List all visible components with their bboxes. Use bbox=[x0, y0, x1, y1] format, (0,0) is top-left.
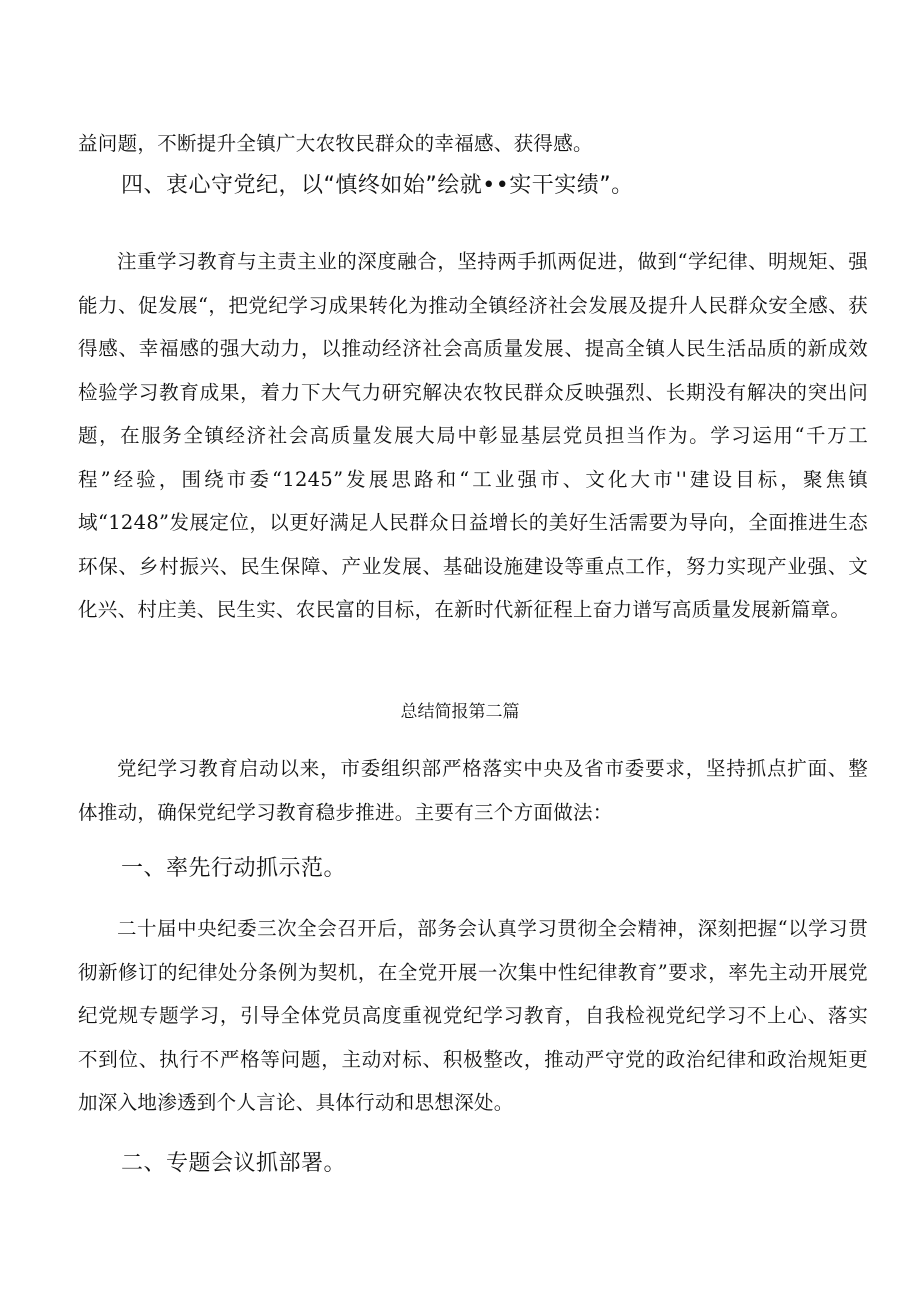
heading-two: 二、专题会议抓部署。 bbox=[121, 1151, 347, 1176]
paragraph-intro: 党纪学习教育启动以来，市委组织部严格落实中央及省市委要求，坚持抓点扩面、整体推动，确保党纪学习教育稳步推进。主要有三个方面做法： bbox=[78, 757, 868, 824]
heading-four: 四、衷心守党纪，以“慎终如始”绘就••实干实绩”。 bbox=[121, 173, 634, 198]
paragraph-one: 二十届中央纪委三次全会召开后，部务会认真学习贯彻全会精神，深刻把握“以学习贯彻新修订的纪律处分条例为契机，在全党开展一次集中性纪律教育”要求，率先主动开展党纪党规专题学习，引导全体党员高度重视党纪学习教育，自我检视党纪学习不上心、落实不到位、执行不严格等问题，主动对标、积极整改，推动严守党的政治纪律和政治规矩更加深入地渗透到个人言论、具体行动和思想深处。 bbox=[78, 917, 868, 1114]
paragraph-four: 注重学习教育与主责主业的深度融合，坚持两手抓两促进，做到“学纪律、明规矩、强能力、促发展“，把党纪学习成果转化为推动全镇经济社会发展及提升人民群众安全感、获得感、幸福感的强大动力，以推动经济社会高质量发展、提高全镇人民生活品质的新成效检验学习教育成果，着力下大气力研究解决农牧民群众反映强烈、长期没有解决的突出问题，在服务全镇经济社会高质量发展大局中彰显基层党员担当作为。学习运用“千万工程”经验，围绕市委“1245”发展思路和“工业强市、文化大市''建设目标，聚焦镇域“1248”发展定位，以更好满足人民群众日益增长的美好生活需要为导向，全面推进生态环保、乡村振兴、民生保障、产业发展、基础设施建设等重点工作，努力实现产业强、文化兴、村庄美、民生实、农民富的目标，在新时代新征程上奋力谱写高质量发展新篇章。 bbox=[78, 250, 868, 621]
section-title: 总结简报第二篇 bbox=[400, 702, 520, 722]
heading-one: 一、率先行动抓示范。 bbox=[121, 856, 347, 881]
paragraph-top: 益问题，不断提升全镇广大农牧民群众的幸福感、获得感。 bbox=[78, 132, 593, 155]
